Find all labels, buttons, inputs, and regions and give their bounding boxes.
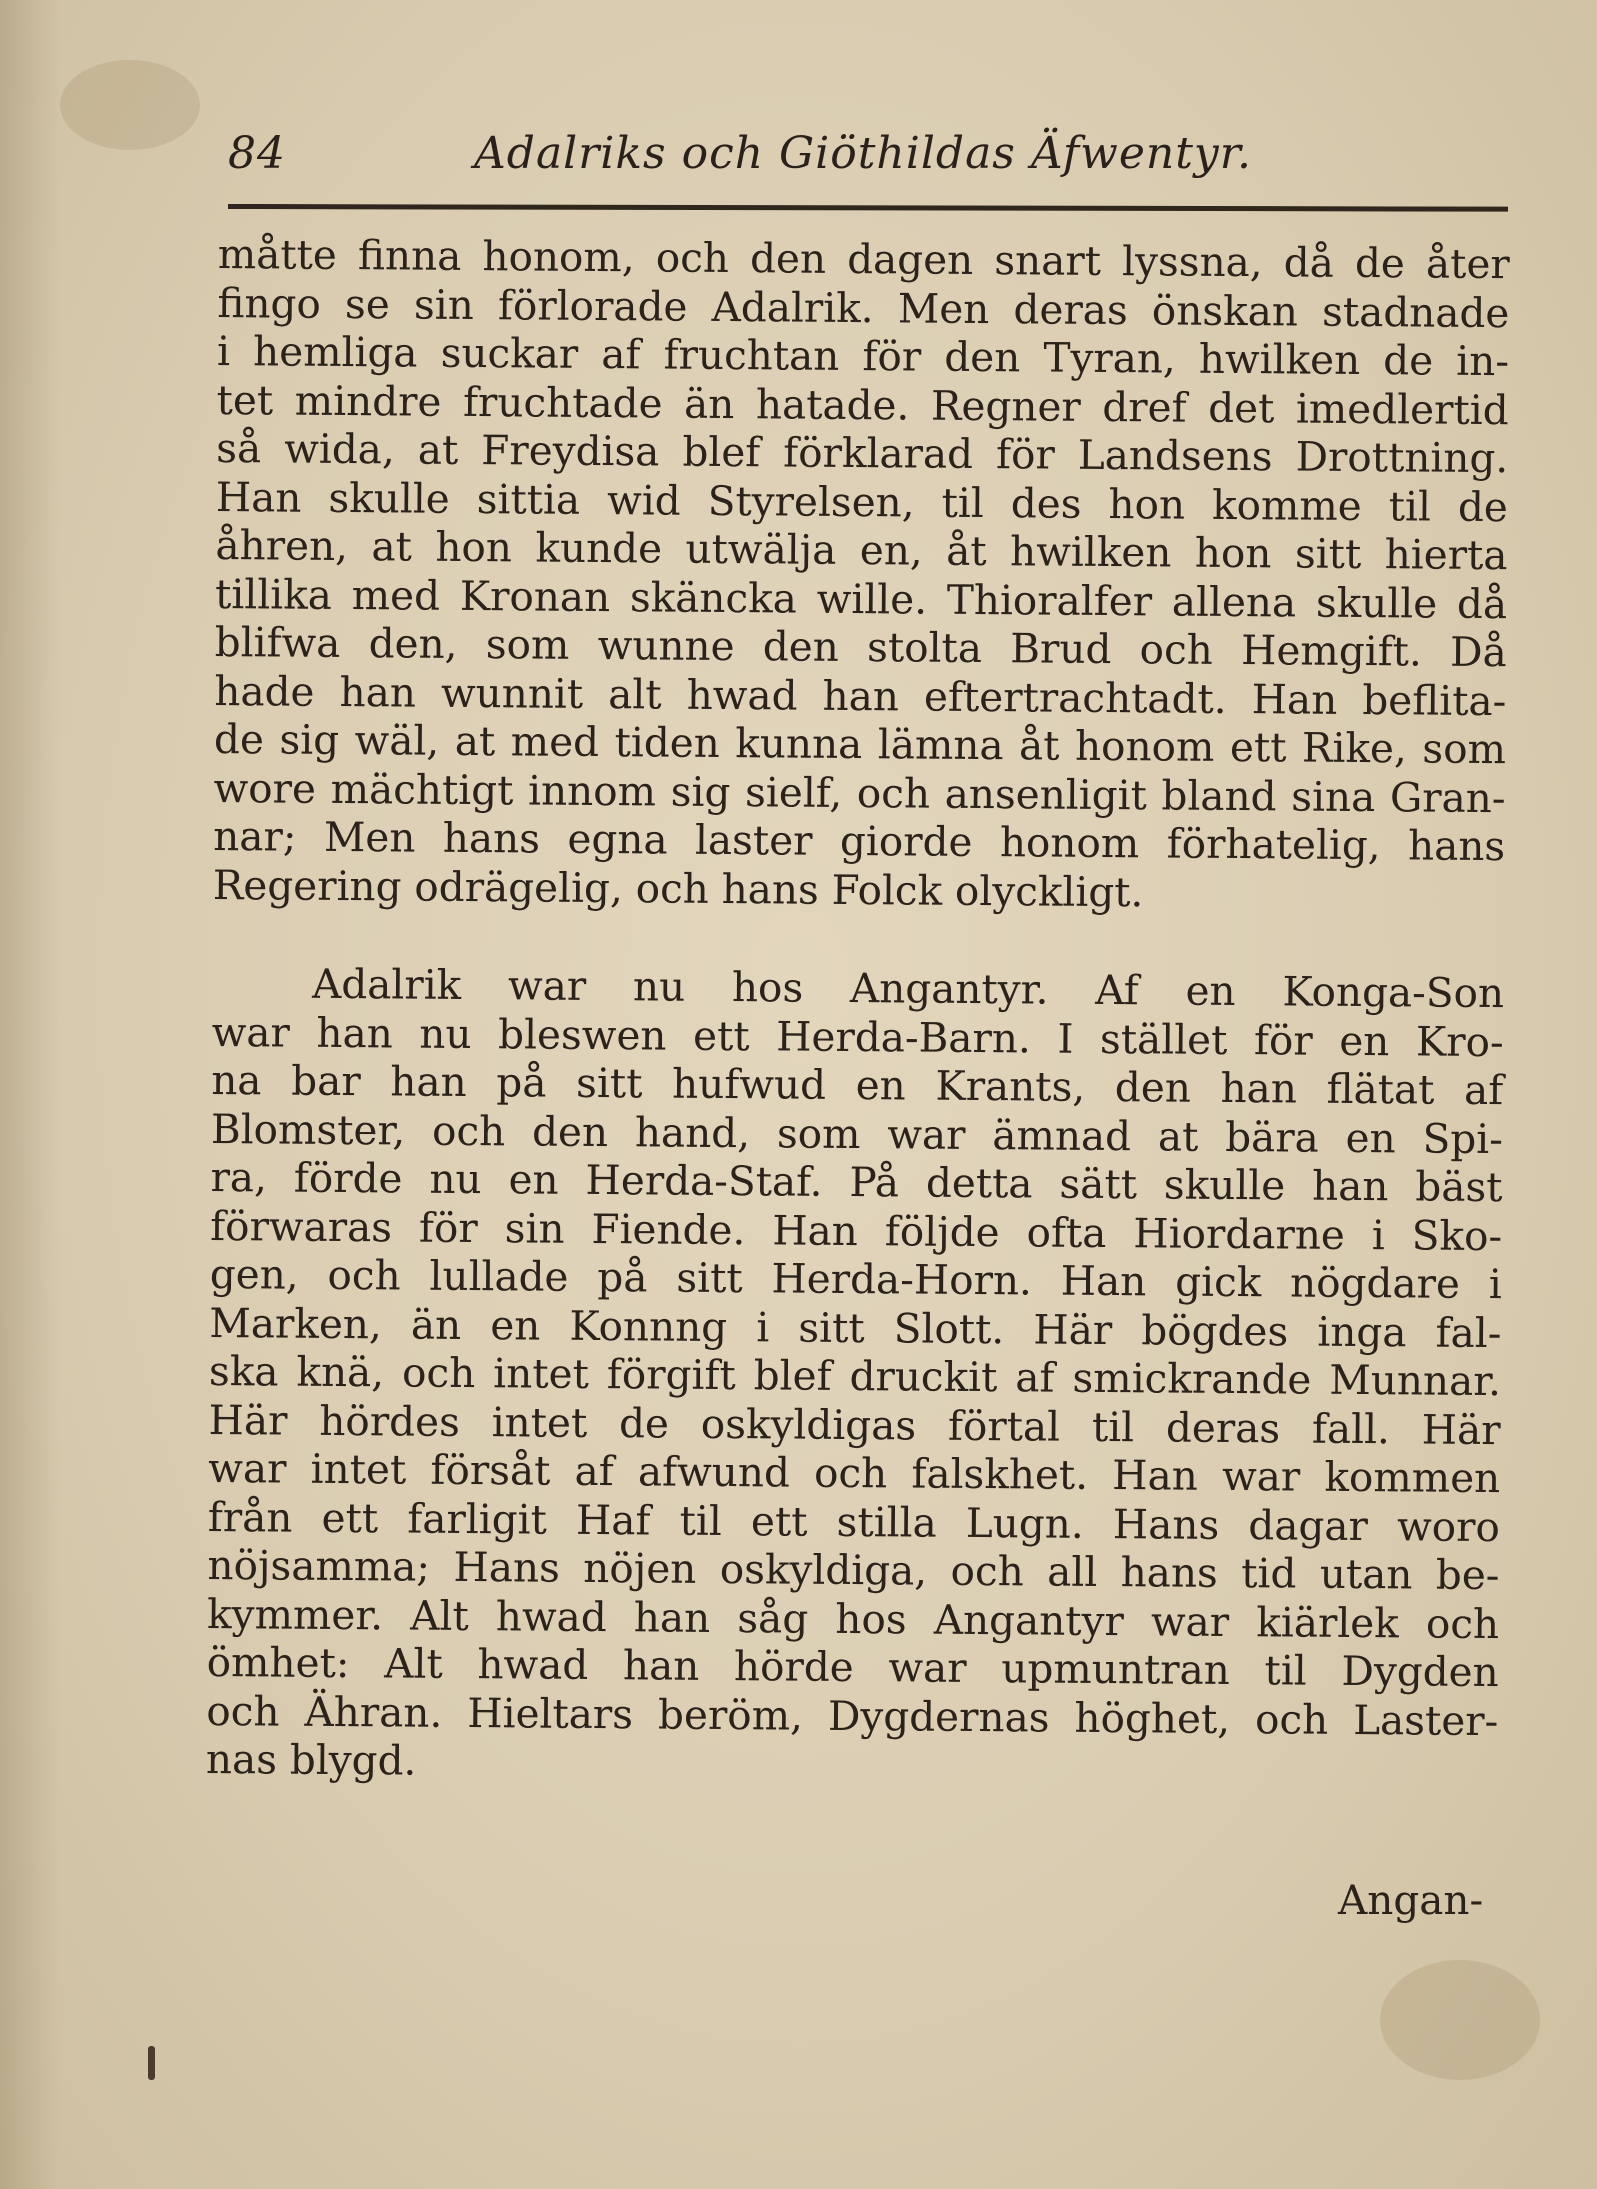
header-rule [228,204,1508,212]
text-line: nar; Men hans egna laster giorde honom förhatelig, hans [213,811,1506,871]
page-number: 84 [228,128,286,179]
text-line: ra, förde nu en Herda-Staf. På detta sätt skulle han bäst [210,1152,1503,1212]
text-line: wore mächtigt innom sig sielf, och ansenligit bland sina Gran- [213,763,1506,822]
text-line: ska knä, och intet förgift blef druckit af smickrande Munnar. [208,1346,1502,1406]
text-line: i hemliga suckar af fruchtan för den Tyran, hwilken de in- [216,326,1510,386]
text-line: nas blygd. [205,1734,417,1785]
text-line: fingo se sin förlorade Adalrik. Men deras önskan stadnade [217,278,1510,337]
text-line: war intet försåt af afwund och falskhet. Han war kommen [208,1443,1501,1503]
paper-stain [1380,1960,1540,2080]
text-line: åhren, at hon kunde utwälja en, åt hwilken hon sitt hierta [215,520,1508,580]
text-line: förwaras för sin Fiende. Han följde ofta Hiordarne i Sko- [209,1201,1503,1260]
text-line: war han nu bleswen ett Herda-Barn. I stället för en Kro- [211,1007,1504,1066]
text-line: na bar han på sitt hufwud en Krants, den han flätat af [211,1055,1504,1115]
text-line: ömhet: Alt hwad han hörde war upmuntran til Dygden [206,1637,1499,1697]
text-line: Adalrik war nu hos Angantyr. Af en Konga-Son [311,959,1505,1018]
text-line: måtte finna honom, och den dagen snart lyssna, då de åter [217,230,1510,289]
margin-ink-mark [148,2046,155,2080]
text-line: gen, och lullade på sitt Herda-Horn. Han gick nögdare i [209,1249,1502,1309]
text-line: Regering odrägelig, och hans Folck olyckligt. [212,860,1144,916]
text-line: Marken, än en Konnng i sitt Slott. Här bögdes inga fal- [209,1298,1502,1357]
text-line: nöjsamma; Hans nöjen oskyldiga, och all hans tid utan be- [207,1540,1500,1600]
text-line: tillika med Kronan skäncka wille. Thioralfer allena skulle då [214,569,1508,628]
text-line: tet mindre fruchtade än hatade. Regner dref det imedlertid [216,375,1509,434]
body-text [206,230,1510,1794]
text-line: de sig wäl, at med tiden kunna lämna åt honom ett Rike, som [213,714,1507,774]
text-line: så wida, at Freydisa blef förklarad för Landsens Drottning. [216,423,1509,483]
text-line: Här hördes intet de oskyldigas förtal til deras fall. Här [208,1395,1501,1454]
page-header [228,128,1508,188]
paragraph-2 [206,959,1504,1794]
running-title: Adalriks och Giöthildas Äfwentyr. [474,128,1252,179]
text-line: hade han wunnit alt hwad han eftertrachtadt. Han beflita- [214,666,1507,725]
catchword: Angan- [1338,1876,1484,1924]
page-edge-shadow [0,0,60,2189]
text-line: och Ähran. Hieltars beröm, Dygdernas höghet, och Laster- [206,1686,1499,1745]
text-line: Han skulle sittia wid Styrelsen, til des hon komme til de [215,472,1509,531]
paragraph-1 [213,230,1510,919]
text-line: från ett farligit Haf til ett stilla Lugn. Hans dagar woro [207,1492,1501,1551]
text-line: Blomster, och den hand, som war ämnad at bära en Spi- [210,1104,1504,1163]
text-line: blifwa den, som wunne den stolta Brud och Hemgift. Då [214,617,1507,677]
paper-stain [60,60,200,150]
text-line: kymmer. Alt hwad han såg hos Angantyr war kiärlek och [206,1589,1500,1648]
